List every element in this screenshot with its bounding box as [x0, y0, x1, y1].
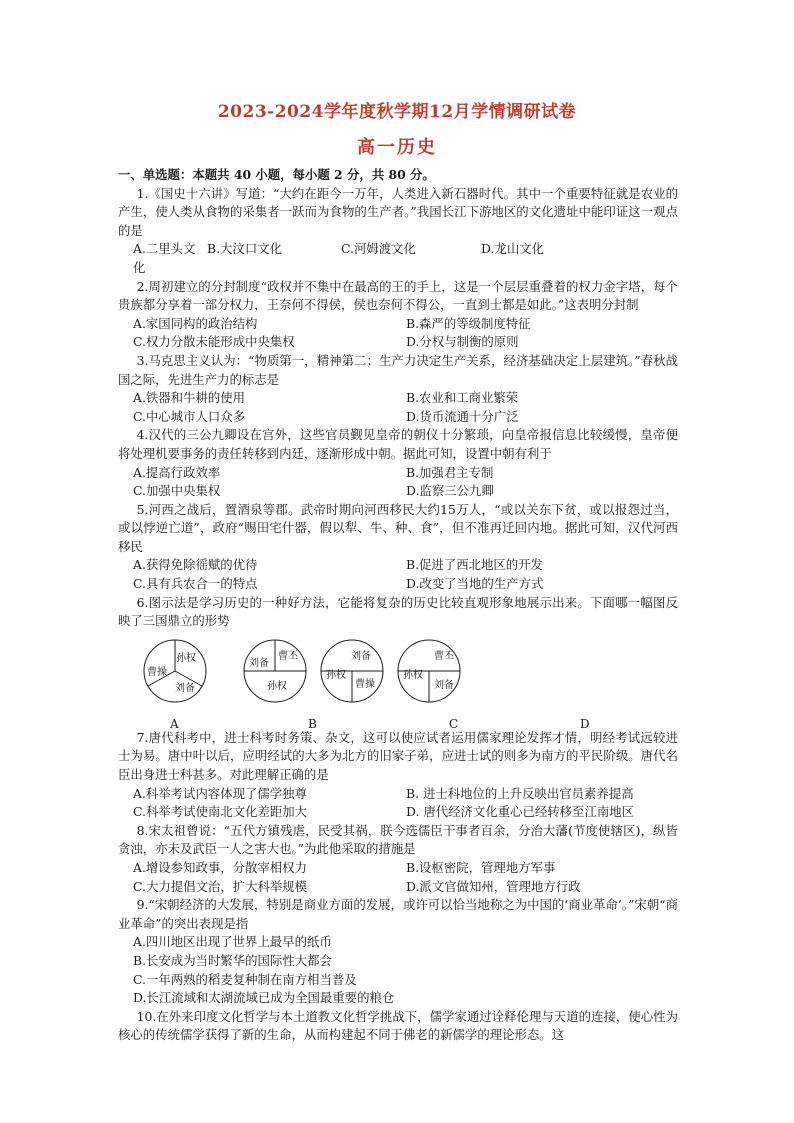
- options-grid: [118, 464, 678, 501]
- option-b[interactable]: B.促进了西北地区的开发: [406, 557, 543, 573]
- question-1: [118, 185, 678, 278]
- question-5: [118, 501, 678, 594]
- question-stem: 6.图示法是学习历史的一种好方法，它能将复杂的历史比较直观形象地展示出来。下面哪一幅图反映了三国鼎立的形势: [118, 594, 678, 629]
- figure-d-letter[interactable]: D: [580, 716, 590, 731]
- option-c[interactable]: C.具有兵农合一的特点: [133, 576, 258, 592]
- option-c[interactable]: C.一年两熟的稻麦复种制在南方相当普及: [133, 971, 357, 987]
- option-d[interactable]: D.长江流域和太湖流域已成为全国最重要的粮仓: [133, 990, 395, 1006]
- option-a[interactable]: A.二里头文化: [133, 241, 196, 275]
- option-c[interactable]: C.河姆渡文化: [341, 241, 416, 257]
- option-a[interactable]: A.提高行政效率: [133, 464, 221, 480]
- section-heading: 一、单选题：本题共 40 小题，每小题 2 分，共 80 分。: [118, 167, 435, 182]
- figure-b-letter[interactable]: B: [308, 716, 317, 731]
- option-c[interactable]: C.权力分散未能形成中央集权: [133, 334, 295, 350]
- figure-a-diagram[interactable]: [140, 633, 210, 713]
- question-6: [118, 594, 678, 729]
- question-stem: 3.马克思主义认为：“物质第一，精神第二；生产力决定生产关系，经济基础决定上层建筑。”春秋战国之际，先进生产力的标志是: [118, 352, 678, 387]
- question-7: [118, 729, 678, 822]
- figure-row: [118, 633, 678, 729]
- question-3: [118, 352, 678, 426]
- question-4: [118, 426, 678, 500]
- options-grid: [118, 556, 678, 593]
- question-stem: 9.“宋朝经济的大发展，特别是商业方面的发展，或许可以恰当地称之为中国的‘商业革命’。”宋朝“商业革命”的突出表现是指: [118, 897, 678, 931]
- figure-b-diagram[interactable]: [244, 640, 306, 702]
- option-a[interactable]: A.家国同构的政治结构: [133, 315, 258, 331]
- option-d[interactable]: D.分权与制衡的原则: [406, 334, 519, 350]
- figure-c-label-2: 孙权: [326, 669, 346, 681]
- option-b[interactable]: B.设枢密院，管理地方军事: [406, 860, 556, 875]
- options-row: [118, 240, 678, 277]
- question-stem: 1.《国史十六讲》写道：“大约在距今一万年，人类进入新石器时代。其中一个重要特征就是农业的产生，使人类从食物的采集者一跃而为食物的生产者。”我国长江下游地区的文化遗址中能印证这一观点的是: [118, 185, 678, 238]
- option-a[interactable]: A.铁器和牛耕的使用: [133, 390, 246, 406]
- option-c[interactable]: C.大力提倡文治，扩大科举规模: [133, 878, 308, 894]
- figure-d-label-1: 曹丕: [434, 650, 454, 662]
- options-grid: [118, 315, 678, 352]
- figure-d-label-2: 孙权: [403, 669, 423, 681]
- figure-b-label-1: 曹丕: [278, 650, 298, 662]
- option-c[interactable]: C.加强中央集权: [133, 483, 221, 499]
- question-10: [118, 1008, 678, 1045]
- figure-b-label-2: 刘备: [249, 657, 269, 669]
- figure-a-label-2: 曹操: [147, 666, 167, 678]
- option-d[interactable]: D.龙山文化: [481, 241, 544, 257]
- question-8: [118, 822, 678, 896]
- figure-c-label-1: 刘备: [351, 650, 371, 662]
- figure-a-label-3: 刘备: [175, 682, 195, 694]
- figure-a-label-1: 孙权: [176, 652, 196, 664]
- question-stem: 2.周初建立的分封制度“政权并不集中在最高的王的手上，这是一个层层重叠着的权力金字塔，每个贵族都分享着一部分权力，王奈何不得侯，侯也奈何不得公，一直到士都是如此。”这表明分封制: [118, 278, 678, 313]
- exam-content: [118, 166, 678, 1045]
- exam-subject: 高一历史: [357, 137, 437, 158]
- question-stem: 5.河西之战后，置酒泉等郡。武帝时期向河西移民大约15万人，“或以关东下贫，或以报怨过当，或以悖逆亡道”，政府“赐田宅什器，假以犁、牛、种、食”，但不准再迁回内地。据此可知，汉代河西移民: [118, 501, 678, 554]
- options-grid: [118, 859, 678, 896]
- option-a[interactable]: A.增设参知政事，分散宰相权力: [133, 860, 307, 875]
- option-d[interactable]: D. 唐代经济文化重心已经转移至江南地区: [406, 804, 635, 820]
- option-d[interactable]: D.派文官做知州，管理地方行政: [406, 878, 581, 894]
- question-2: [118, 278, 678, 352]
- figure-c-label-3: 曹操: [355, 678, 375, 690]
- figures-bcd-diagram: [240, 633, 482, 713]
- option-a[interactable]: A.四川地区出现了世界上最早的纸币: [133, 934, 332, 950]
- question-stem: 8.宋太祖曾说：“五代方镇残虐，民受其祸，朕今选儒臣干事者百余，分治大藩(节度使辖区)，纵皆贪浊，亦未及武臣一人之害大也。”为此他采取的措施是: [118, 822, 678, 857]
- option-c[interactable]: C.科举考试使南北文化差距加大: [133, 804, 308, 820]
- option-b[interactable]: B.农业和工商业繁荣: [406, 390, 519, 406]
- figure-c-diagram[interactable]: [321, 640, 383, 702]
- option-b[interactable]: B.大汶口文化: [207, 241, 282, 257]
- figure-a-letter[interactable]: A: [170, 716, 179, 731]
- option-a[interactable]: A.获得免除徭赋的优待: [133, 557, 258, 573]
- figure-d-diagram[interactable]: [398, 640, 460, 702]
- option-b[interactable]: B. 进士科地位的上升反映出官员素养提高: [406, 785, 634, 801]
- question-9: [118, 896, 678, 1008]
- option-c[interactable]: C.中心城市人口众多: [133, 408, 246, 424]
- option-a[interactable]: A.科举考试内容体现了儒学独尊: [133, 785, 307, 801]
- option-b[interactable]: B.加强君主专制: [406, 464, 494, 480]
- option-b[interactable]: B.长安成为当时繁华的国际性大都会: [133, 952, 332, 968]
- exam-title: 2023-2024学年度秋学期12月学情调研试卷: [217, 102, 577, 122]
- question-stem: 10.在外来印度文化哲学与本土道教文化哲学挑战下，儒学家通过诠释伦理与天道的连接，使心性为核心的传统儒学获得了新的生命，从而构建起不同于佛老的新儒学的理论形态。这: [118, 1008, 678, 1043]
- question-stem: 4.汉代的三公九卿设在宫外，这些官员觐见皇帝的朝仪十分繁琐，向皇帝报信息比较缓慢，皇帝便将处理机要事务的责任转移到内廷，逐渐形成中朝。据此可知，设置中朝有利于: [118, 427, 678, 461]
- option-d[interactable]: D.改变了当地的生产方式: [406, 576, 544, 592]
- figure-d-label-3: 刘备: [434, 679, 454, 691]
- figure-c-letter[interactable]: C: [449, 716, 459, 731]
- option-d[interactable]: D.监察三公九卿: [406, 483, 494, 499]
- option-b[interactable]: B.森严的等级制度特征: [406, 315, 531, 331]
- options-grid: [118, 785, 678, 822]
- options-grid: [118, 389, 678, 426]
- figure-b-label-3: 孙权: [267, 680, 287, 692]
- option-d[interactable]: D.货币流通十分广泛: [406, 408, 519, 424]
- question-stem: 7.唐代科考中，进士科考时务策、杂文，这可以使应试者运用儒家理论发挥才情，明经考试远较进士为易。唐中叶以后，应明经试的大多为北方的旧家子弟，应进士试的则多为南方的平民阶级。唐代名臣出身进士科甚多。对此理解正确的是: [118, 729, 678, 783]
